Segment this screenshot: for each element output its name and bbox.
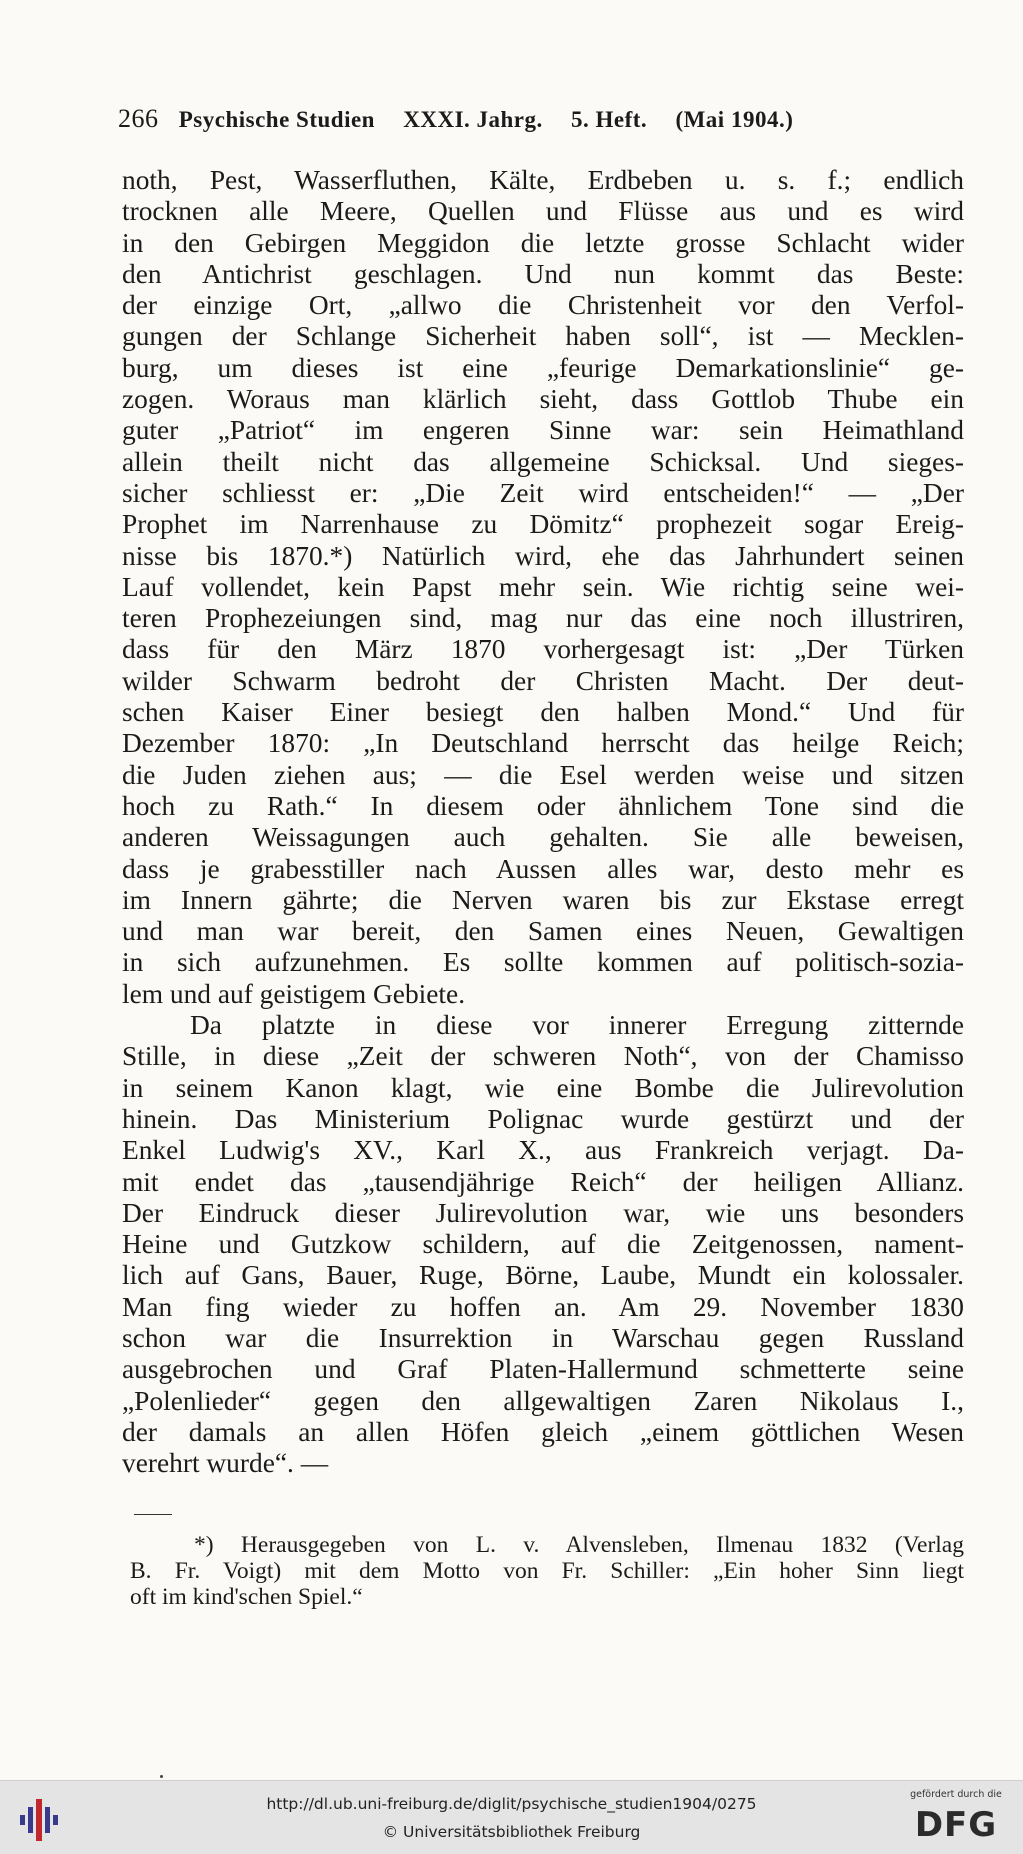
footnote-rule — [134, 1514, 172, 1515]
scan-speck — [160, 1775, 163, 1778]
footnote-line: B. Fr. Voigt) mit dem Motto von Fr. Schiller: „Ein hoher Sinn liegt — [130, 1558, 964, 1584]
body-text — [122, 165, 964, 1479]
text-line: gungen der Schlange Sicherheit haben soll“, ist — Mecklen- — [122, 321, 964, 352]
text-line: hoch zu Rath.“ In diesem oder ähnlichem Tone sind die — [122, 790, 964, 821]
text-line: Da platzte in diese vor innerer Erregung zitternde — [190, 1010, 964, 1041]
text-line: dass für den März 1870 vorhergesagt ist: „Der Türken — [122, 634, 964, 665]
text-line: burg, um dieses ist eine „feurige Demarkationslinie“ ge- — [122, 352, 964, 383]
text-line: guter „Patriot“ im engeren Sinne war: sein Heimathland — [122, 415, 964, 446]
issue-date: (Mai 1904.) — [675, 107, 794, 132]
text-line: Prophet im Narrenhause zu Dömitz“ prophezeit sogar Ereig- — [122, 509, 964, 540]
footnote-line: *) Herausgegeben von L. v. Alvensleben, Ilmenau 1832 (Verlag — [194, 1532, 964, 1558]
document-url-link[interactable]: http://dl.ub.uni-freiburg.de/diglit/psychische_studien1904/0275 — [266, 1795, 757, 1813]
text-line: in den Gebirgen Meggidon die letzte grosse Schlacht wider — [122, 227, 964, 258]
text-line: sicher schliesst er: „Die Zeit wird entscheiden!“ — „Der — [122, 477, 964, 508]
text-line: noth, Pest, Wasserfluthen, Kälte, Erdbeben u. s. f.; endlich — [122, 165, 964, 195]
text-line: zogen. Woraus man klärlich sieht, dass Gottlob Thube ein — [122, 384, 964, 415]
text-line: schon war die Insurrektion in Warschau gegen Russland — [122, 1322, 964, 1353]
text-line: verehrt wurde“. — — [122, 1448, 329, 1479]
text-line: lich auf Gans, Bauer, Ruge, Börne, Laube, Mundt ein kolossaler. — [122, 1260, 964, 1291]
viewer-footer — [0, 1780, 1023, 1854]
dfg-logo-icon — [900, 1789, 1012, 1849]
text-line: nisse bis 1870.*) Natürlich wird, ehe das Jahrhundert seinen — [122, 540, 964, 571]
footnote — [130, 1532, 964, 1610]
text-line: im Innern gährte; die Nerven waren bis zur Ekstase erregt — [122, 884, 964, 915]
issue-label: 5. Heft. — [571, 107, 648, 132]
text-line: dass je grabesstiller nach Aussen alles war, desto mehr es — [122, 853, 964, 884]
text-line: „Polenlieder“ gegen den allgewaltigen Zaren Nikolaus I., — [122, 1385, 964, 1416]
text-line: Dezember 1870: „In Deutschland herrscht das heilge Reich; — [122, 728, 964, 759]
text-line: Man fing wieder zu hoffen an. Am 29. November 1830 — [122, 1291, 964, 1322]
page-number: 266 — [118, 104, 159, 133]
text-line: die Juden ziehen aus; — die Esel werden weise und sitzen — [122, 759, 964, 790]
text-line: Der Eindruck dieser Julirevolution war, wie uns besonders — [122, 1197, 964, 1228]
text-line: und man war bereit, den Samen eines Neuen, Gewaltigen — [122, 916, 964, 947]
text-line: in seinem Kanon klagt, wie eine Bombe die Julirevolution — [122, 1072, 964, 1103]
text-line: den Antichrist geschlagen. Und nun kommt das Beste: — [122, 258, 964, 289]
volume-label: XXXI. Jahrg. — [403, 107, 543, 132]
text-line: Enkel Ludwig's XV., Karl X., aus Frankreich verjagt. Da- — [122, 1135, 964, 1166]
text-line: ausgebrochen und Graf Platen-Hallermund schmetterte seine — [122, 1354, 964, 1385]
journal-title: Psychische Studien — [178, 107, 375, 132]
text-line: allein theilt nicht das allgemeine Schicksal. Und sieges- — [122, 446, 964, 477]
text-line: trocknen alle Meere, Quellen und Flüsse aus und es wird — [122, 196, 964, 227]
text-line: lem und auf geistigem Gebiete. — [122, 978, 466, 1009]
footnote-line: oft im kind'schen Spiel.“ — [130, 1584, 363, 1610]
text-line: Heine und Gutzkow schildern, auf die Zeitgenossen, nament- — [122, 1229, 964, 1260]
text-line: der damals an allen Höfen gleich „einem göttlichen Wesen — [122, 1416, 964, 1447]
text-line: mit endet das „tausendjährige Reich“ der heiligen Allianz. — [122, 1166, 964, 1197]
text-line: der einzige Ort, „allwo die Christenheit vor den Verfol- — [122, 290, 964, 321]
text-line: schen Kaiser Einer besiegt den halben Mond.“ Und für — [122, 697, 964, 728]
running-head — [118, 104, 898, 134]
text-line: hinein. Das Ministerium Polignac wurde gestürzt und der — [122, 1103, 964, 1134]
dfg-mark: DFG — [914, 1805, 998, 1845]
text-line: Stille, in diese „Zeit der schweren Noth“, von der Chamisso — [122, 1041, 964, 1072]
text-line: wilder Schwarm bedroht der Christen Macht. Der deut- — [122, 665, 964, 696]
text-line: anderen Weissagungen auch gehalten. Sie alle beweisen, — [122, 822, 964, 853]
copyright-notice: © Universitätsbibliothek Freiburg — [382, 1823, 641, 1841]
text-line: Lauf vollendet, kein Papst mehr sein. Wie richtig seine wei- — [122, 571, 964, 602]
text-line: teren Prophezeiungen sind, mag nur das eine noch illustriren, — [122, 603, 964, 634]
text-line: in sich aufzunehmen. Es sollte kommen auf politisch-sozia- — [122, 947, 964, 978]
dfg-caption: gefördert durch die — [910, 1789, 1002, 1800]
